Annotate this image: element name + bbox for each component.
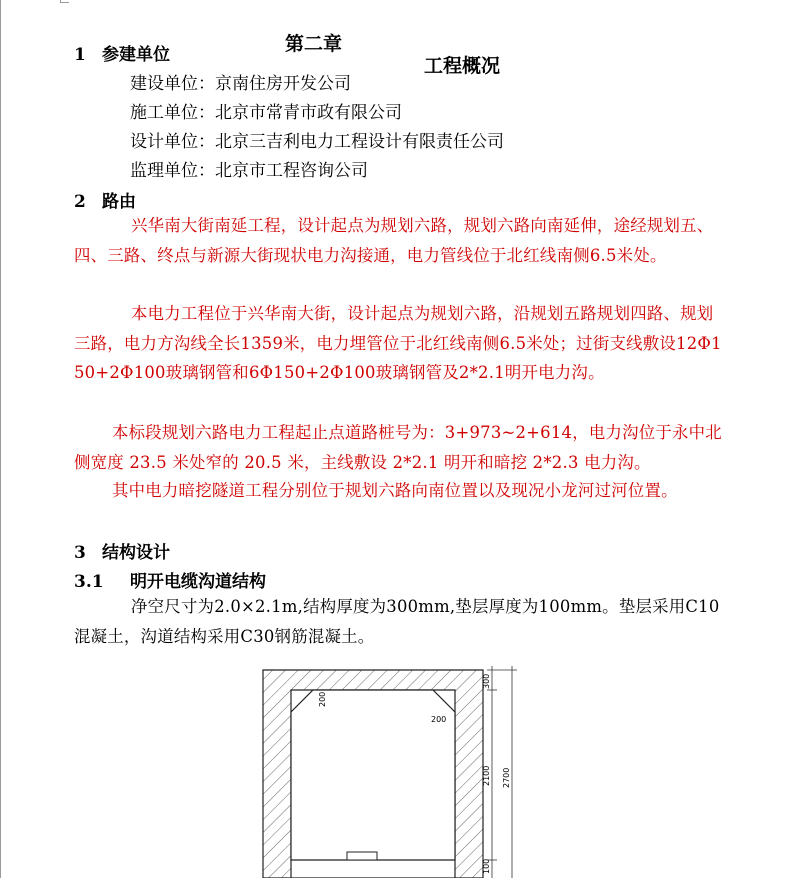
- chapter-name: 工程概况: [424, 55, 501, 77]
- section-number: 1: [74, 45, 86, 65]
- section-title: 参建单位: [102, 45, 170, 65]
- unit-contractor: 施工单位：北京市常青市政有限公司: [130, 103, 402, 123]
- structure-paragraph: 净空尺寸为2.0×2.1m,结构厚度为300mm,垫层厚度为100mm。垫层采用C10混凝土，沟道结构采用C30钢筋混凝土。: [74, 597, 720, 646]
- section-number: 3: [74, 543, 86, 563]
- section-title: 结构设计: [102, 543, 170, 563]
- dimension-label-total-height: 2700: [502, 767, 511, 788]
- dimension-label-top: 300: [482, 673, 491, 689]
- route-paragraph-2: 本电力工程位于兴华南大街，设计起点为规划六路，沿规划五路规划四路、规划三路，电力方沟线全长1359米，电力埋管位于北红线南侧6.5米处；过街支线敷设12Φ150+2Φ100玻璃钢管和6Φ150+2Φ100玻璃钢管及2*2.1明开电力沟。: [74, 304, 722, 382]
- route-paragraph-4: 其中电力暗挖隧道工程分别位于规划六路向南位置以及现况小龙河过河位置。: [112, 481, 678, 500]
- chapter-number: 第二章: [285, 33, 343, 55]
- section-number: 2: [74, 192, 86, 212]
- unit-designer: 设计单位：北京三吉利电力工程设计有限责任公司: [130, 132, 504, 152]
- unit-supervisor: 监理单位：北京市工程咨询公司: [130, 161, 368, 181]
- unit-construction: 建设单位：京南住房开发公司: [130, 74, 351, 94]
- margin-corner-mark: [60, 0, 69, 3]
- trench-cross-section-drawing: [255, 662, 535, 878]
- dimension-label-clear-height: 2100: [482, 765, 491, 786]
- dimension-label-bottom: 100: [482, 858, 491, 874]
- section-title: 路由: [102, 192, 136, 212]
- route-paragraph-3: 本标段规划六路电力工程起止点道路桩号为：3+973~2+614，电力沟位于永中北侧宽度 23.5 米处窄的 20.5 米，主线敷设 2*2.1 明开和暗挖 2*2.3 电力沟。: [74, 423, 722, 472]
- subsection-heading-open-trench: [74, 567, 266, 592]
- section-heading-structure: [74, 538, 170, 563]
- subsection-title: 明开电缆沟道结构: [130, 572, 266, 592]
- route-paragraph-1: 兴华南大街南延工程，设计起点为规划六路，规划六路向南延伸，途经规划五、四、三路、终点与新源大街现状电力沟接通，电力管线位于北红线南侧6.5米处。: [74, 216, 714, 265]
- chamfer-label-left: 200: [318, 691, 327, 707]
- drainage-sump: [347, 852, 377, 860]
- section-heading-participants: [74, 40, 170, 65]
- page-edge: [0, 0, 1, 878]
- subsection-number: 3.1: [74, 572, 104, 592]
- section-heading-route: [74, 187, 136, 212]
- chamfer-label-right: 200: [431, 715, 447, 724]
